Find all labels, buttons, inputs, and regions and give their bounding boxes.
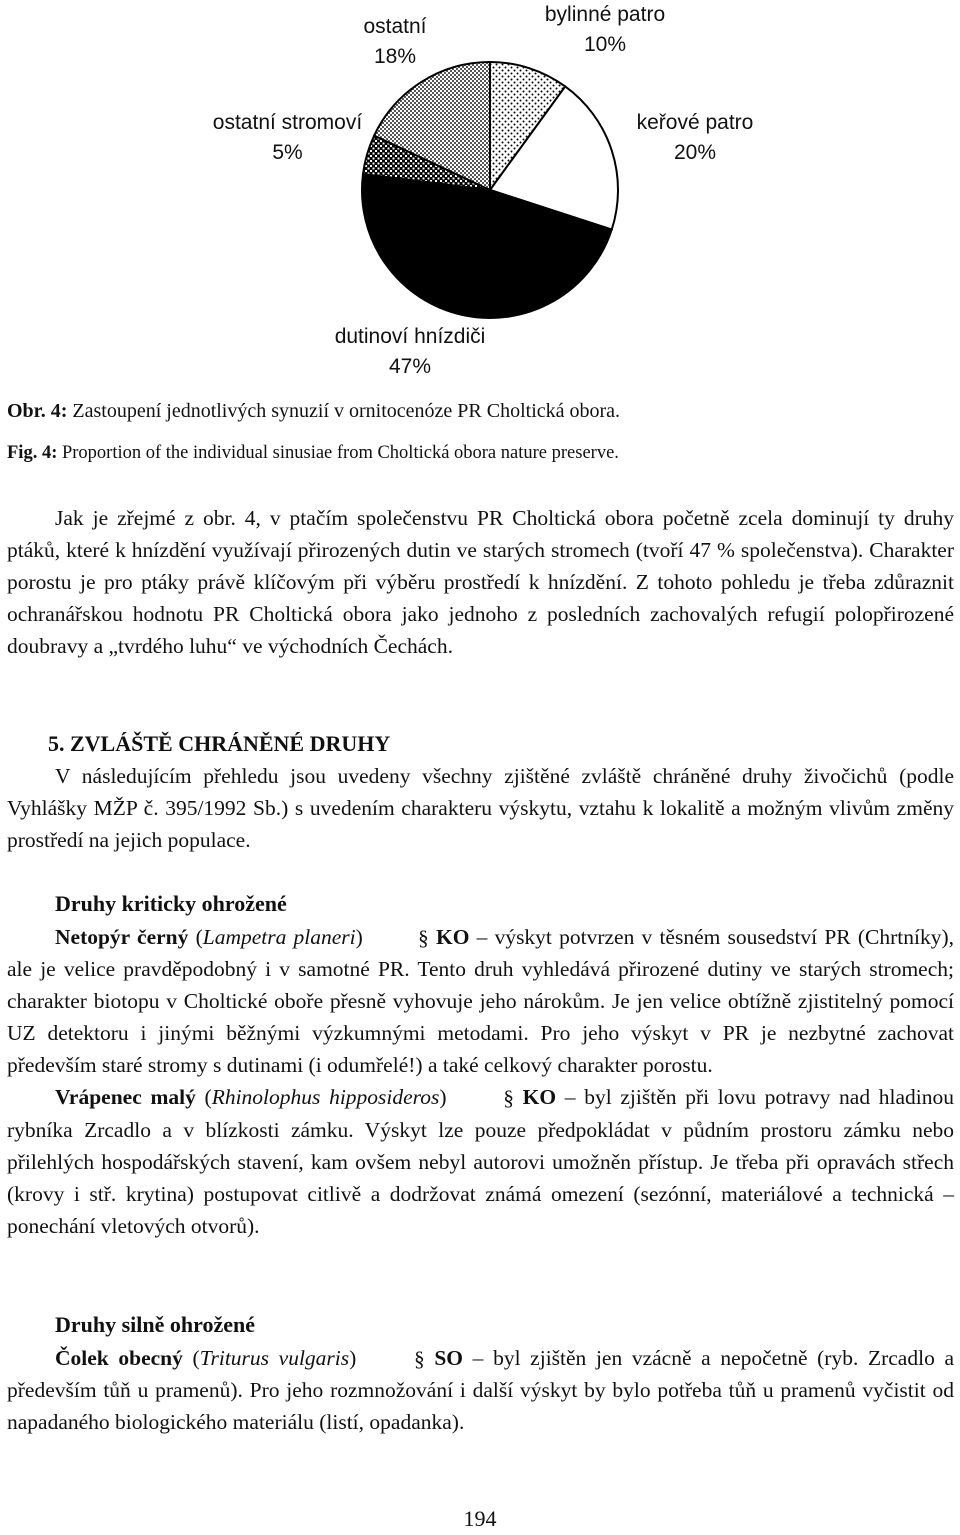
caption-text-cz: Zastoupení jednotlivých synuzií v ornitocenóze PR Choltická obora.: [72, 400, 621, 422]
species-latin: Lampetra planeri: [202, 925, 356, 949]
slice-label-kerove: keřové patro 20%: [636, 111, 754, 164]
caption-prefix-en: Fig. 4:: [7, 443, 58, 463]
paragraph-mark-icon: §: [503, 1086, 514, 1111]
slice-label-ostatni: ostatní 18%: [363, 15, 427, 68]
species-name: Netopýr černý: [55, 925, 189, 949]
section-heading: 5. ZVLÁŠTĚ CHRÁNĚNÉ DRUHY: [48, 731, 391, 756]
paragraph-intro-text: Jak je zřejmé z obr. 4, v ptačím společenstvu PR Choltická obora početně zcela dominují ty druhy ptáků, které k hnízdění využívají přirozených dutin ve starých stromech (tvoří 47 % společenstva). Charakter porostu je pro ptáky právě klíčovým při výběru prostředí k hnízdění. Z tohoto pohledu je třeba zdůraznit ochranářskou hodnotu PR Choltická obora jako jednoho z posledních zachovalých refugií polopřirozené doubravy a „tvrdého luhu“ ve východních Čechách.: [7, 506, 954, 659]
caption-prefix-cz: Obr. 4:: [7, 400, 68, 422]
paragraph-intro: [7, 502, 954, 662]
species-name: Vrápenec malý: [55, 1085, 196, 1110]
species-name: Čolek obecný: [55, 1346, 183, 1370]
subhead-highly-endangered: Druhy silně ohrožené: [55, 1312, 256, 1337]
species-block-highly: [7, 1342, 954, 1438]
figure-caption-en: [7, 440, 619, 466]
species-text: – byl zjištěn při lovu potravy nad hladinou rybníka Zrcadlo a v blízkosti zámku. Výskyt lze pouze předpokládat v půdním prostoru zámku nebo přilehlých hospodářských stavení, kam ovšem nebyl autorovi umožněn přístup. Je třeba při opravách střech (krovy i stř. krytina) postupovat citlivě a dodržovat známá omezení (sezónní, materiálové a technická – ponechání vletových otvorů).: [7, 1085, 954, 1238]
slice-label-ostatni-stromovi: ostatní stromoví 5%: [212, 111, 363, 164]
species-entry-2: Vrápenec malý (Rhinolophus hipposideros) § KO – byl zjištěn při lovu potravy nad hladinou rybníka Zrcadlo a v blízkosti zámku. Výskyt lze pouze předpokládat v půdním prostoru zámku nebo přilehlých hospodářských stavení, kam ovšem nebyl autorovi umožněn přístup. Je třeba při opravách střech (krovy i stř. krytina) postupovat citlivě a dodržovat známá omezení (sezónní, materiálové a technická – ponechání vletových otvorů).: [7, 1081, 954, 1241]
protection-status: KO: [435, 925, 470, 949]
subhead-critically-endangered: Druhy kriticky ohrožené: [55, 891, 287, 916]
pie-chart: [0, 0, 960, 385]
slice-label-bylinne: bylinné patro 10%: [544, 3, 666, 56]
species-latin: Rhinolophus hipposideros: [211, 1085, 440, 1110]
species-text: – výskyt potvrzen v těsném sousedství PR (Chrtníky), ale je velice pravděpodobný i v samotné PR. Tento druh vyhledává přirozené dutiny ve starých stromech; charakter biotopu v Choltické oboře přesně vyhovuje jeho nárokům. Je jen velice obtížně zjistitelný pomocí UZ detektoru i jinými běžnými výzkumnými metodami. Pro jeho výskyt v PR je nezbytné zachovat především staré stromy s dutinami (i odumřelé!) a také celkový charakter porostu.: [7, 925, 954, 1078]
species-entry-1: Netopýr černý (Lampetra planeri) § KO – výskyt potvrzen v těsném sousedství PR (Chrtníky), ale je velice pravděpodobný i v samotné PR. Tento druh vyhledává přirozené dutiny ve starých stromech; charakter biotopu v Choltické oboře přesně vyhovuje jeho nárokům. Je jen velice obtížně zjistitelný pomocí UZ detektoru i jinými běžnými výzkumnými metodami. Pro jeho výskyt v PR je nezbytné zachovat především staré stromy s dutinami (i odumřelé!) a také celkový charakter porostu.: [7, 921, 954, 1081]
paragraph-mark-icon: §: [413, 1347, 425, 1371]
figure-caption-cz: [7, 398, 620, 424]
species-text: – byl zjištěn jen vzácně a nepočetně (ryb. Zrcadlo a především tůň u pramenů). Pro jeho rozmnožování i další výskyt by bylo potřeba tůň u pramenů vyčistit od napadaného biologického materiálu (listí, opadanka).: [7, 1346, 954, 1435]
page-number: 194: [463, 1506, 497, 1531]
paragraph-overview-text: V následujícím přehledu jsou uvedeny všechny zjištěné zvláště chráněné druhy živočichů (podle Vyhlášky MŽP č. 395/1992 Sb.) s uvedením charakteru výskytu, vztahu k lokalitě a možným vlivům změny prostředí na jejich populace.: [7, 764, 954, 853]
protection-status: SO: [434, 1346, 464, 1370]
paragraph-overview: [7, 760, 954, 856]
caption-text-en: Proportion of the individual sinusiae from Choltická obora nature preserve.: [61, 443, 619, 463]
species-latin: Triturus vulgaris: [199, 1346, 350, 1370]
protection-status: KO: [522, 1085, 557, 1110]
paragraph-mark-icon: §: [418, 926, 429, 950]
slice-label-dutinovi: dutinoví hnízdiči 47%: [334, 325, 486, 378]
species-entry-3: Čolek obecný (Triturus vulgaris) § SO – byl zjištěn jen vzácně a nepočetně (ryb. Zrcadlo a především tůň u pramenů). Pro jeho rozmnožování i další výskyt by bylo potřeba tůň u pramenů vyčistit od napadaného biologického materiálu (listí, opadanka).: [7, 1342, 954, 1438]
species-block-critical: [7, 921, 954, 1242]
